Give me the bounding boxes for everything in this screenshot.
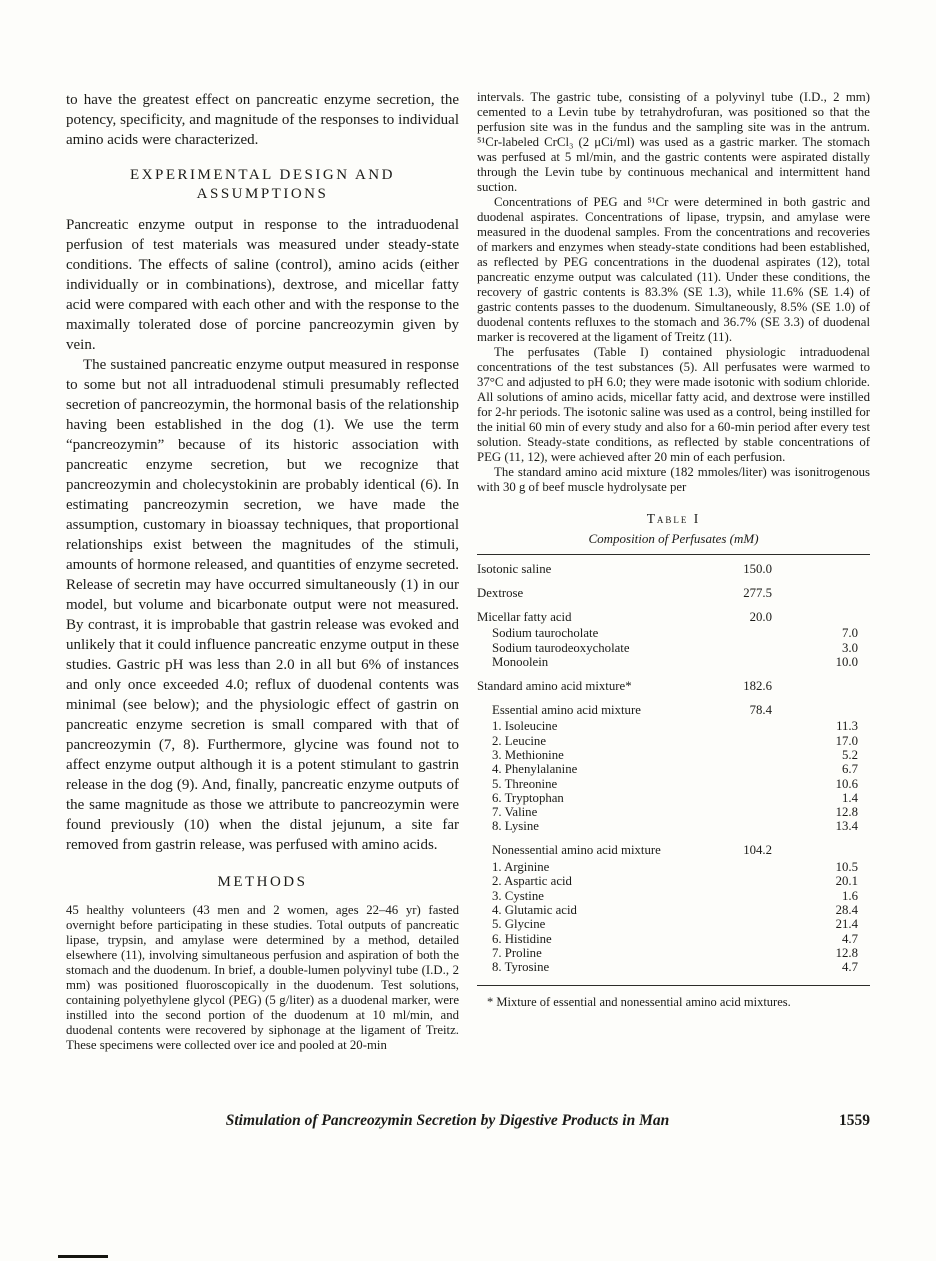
- table-row: [477, 720, 870, 734]
- row-total-concentration: 78.4: [749, 702, 772, 717]
- row-total-concentration: [700, 875, 772, 889]
- row-label: Sodium taurocholate: [492, 626, 599, 641]
- row-component-concentration: 12.8: [835, 945, 858, 960]
- row-component-concentration: 21.4: [835, 917, 858, 932]
- paragraph: The sustained pancreatic enzyme output measured in response to some but not all intraduodenal stimuli presumably reflected secretion of pancreozymin, the hormonal basis of the relationship having been established in the dog (1). We use the term “pancreozymin” because of its historic association with pancreatic enzyme secretion, but we recognize that pancreozymin and cholecystokinin are probably identical (6). In estimating pancreozymin secretion, we have made the assumption, customary in bioassay techniques, that proportional relationships exist between the magnitudes of the stimuli, amounts of hormone released, and quantities of enzyme secreted. Release of secretin may have occurred simultaneously (1) in our model, but volume and bicarbonate output were not measured. By contrast, it is improbable that gastrin release was evoked and unlikely that it could influence pancreatic enzyme output in these studies. Gastric pH was less than 2.0 in all but 6% of instances and only once exceeded 4.0; reflux of duodenal contents was minimal (see below); and the physiologic effect of gastrin on pancreatic enzyme secretion is small compared with that of pancreozymin (7, 8). Furthermore, glycine was found not to affect enzyme output although it is a potent stimulant to gastrin release in the dog (9). And, finally, pancreatic enzyme outputs of the same magnitude as those we attribute to pancreozymin were found previously (10) when the distal jejunum, a site far removed from gastrin release, was perfused with amino acids.: [66, 357, 459, 853]
- row-component-concentration: 1.4: [842, 790, 858, 805]
- row-label: 2. Leucine: [492, 733, 547, 748]
- row-component-concentration: 12.8: [835, 805, 858, 820]
- table-row: [477, 904, 870, 918]
- row-total-concentration: [700, 806, 772, 820]
- row-component-concentration: 13.4: [835, 819, 858, 834]
- running-footer: [66, 1112, 870, 1130]
- table-row: [477, 563, 870, 577]
- row-total-concentration: [700, 961, 772, 975]
- row-label: 7. Proline: [492, 945, 542, 960]
- row-total-concentration: [700, 947, 772, 961]
- table-row: [477, 656, 870, 670]
- row-label: Monoolein: [492, 654, 549, 669]
- row-total-concentration: 182.6: [743, 678, 772, 693]
- row-component-concentration: 28.4: [835, 902, 858, 917]
- table-row: [477, 735, 870, 749]
- row-component-concentration: 5.2: [842, 747, 858, 762]
- paragraph: The perfusates (Table I) contained physiologic intraduodenal concentrations of the test substances (5). All perfusates were warmed to 37°C and adjusted to pH 6.0; they were made isotonic with sodium chloride. All solutions of amino acids, micellar fatty acid, and dextrose were instilled for 2-hr periods. The isotonic saline was used as a control, being instilled for the initial 60 min of every study and also for a 60-min period after every test solution. Steady-state conditions, as reflected by stable concentrations of PEG (11, 12), were achieved after 20 min of each perfusion.: [477, 345, 870, 464]
- row-total-concentration: [700, 720, 772, 734]
- table-row: [477, 918, 870, 932]
- row-component-concentration: 3.0: [842, 640, 858, 655]
- table-row: [477, 861, 870, 875]
- row-component-concentration: 4.7: [842, 931, 858, 946]
- row-total-concentration: [700, 627, 772, 641]
- table-row: [477, 844, 870, 858]
- row-label: Nonessential amino acid mixture: [492, 843, 661, 858]
- table-row: [477, 627, 870, 641]
- row-label: 4. Glutamic acid: [492, 902, 577, 917]
- row-label: 6. Histidine: [492, 931, 552, 946]
- row-component-concentration: 10.0: [835, 654, 858, 669]
- row-component-concentration: [772, 844, 870, 858]
- table-row: [477, 961, 870, 975]
- row-component-concentration: [772, 704, 870, 718]
- row-total-concentration: [700, 642, 772, 656]
- table-row: [477, 792, 870, 806]
- row-total-concentration: [700, 890, 772, 904]
- row-total-concentration: [700, 933, 772, 947]
- footer-article-title: Stimulation of Pancreozymin Secretion by Digestive Products in Man: [225, 1112, 670, 1129]
- row-label: 8. Lysine: [492, 819, 539, 834]
- row-total-concentration: [700, 778, 772, 792]
- row-total-concentration: [700, 861, 772, 875]
- row-total-concentration: [700, 792, 772, 806]
- row-label: 8. Tyrosine: [492, 960, 550, 975]
- row-total-concentration: [700, 656, 772, 670]
- methods-paragraph: 45 healthy volunteers (43 men and 2 women, ages 22–46 yr) fasted overnight before participating in these studies. Total outputs of pancreatic lipase, trypsin, and amylase were determined by a method, detailed elsewhere (11), involving simultaneous perfusion and aspiration of both the stomach and the duodenum. In brief, a double-lumen polyvinyl tube (I.D., 2 mm) was positioned fluoroscopically in the duodenum. Test solutions, containing polyethylene glycol (PEG) (5 g/liter) as a duodenal marker, were instilled into the second portion of the duodenum at 10 ml/min, and duodenal contents were recovered by siphonage at the ligament of Treitz. These specimens were collected over ice and pooled at 20-min: [66, 903, 459, 1052]
- table-row: [477, 947, 870, 961]
- table-title: Table I: [646, 511, 701, 526]
- row-total-concentration: 20.0: [749, 609, 772, 624]
- row-component-concentration: 6.7: [842, 762, 858, 777]
- left-column: [66, 90, 459, 1053]
- section-heading-experimental-design: EXPERIMENTAL DESIGN AND ASSUMPTIONS: [130, 167, 395, 202]
- row-label: 6. Tryptophan: [492, 790, 564, 805]
- table-row: [477, 778, 870, 792]
- row-component-concentration: [772, 611, 870, 625]
- table-footnote: * Mixture of essential and nonessential amino acid mixtures.: [487, 994, 791, 1009]
- row-label: Essential amino acid mixture: [492, 702, 641, 717]
- table-row: [477, 763, 870, 777]
- table-row: [477, 875, 870, 889]
- table-row: [477, 806, 870, 820]
- row-label: Micellar fatty acid: [477, 609, 572, 624]
- row-component-concentration: 7.0: [842, 626, 858, 641]
- section-heading-methods: METHODS: [217, 874, 308, 890]
- table-body: [477, 554, 870, 986]
- row-component-concentration: 10.6: [835, 776, 858, 791]
- continued-paragraph: to have the greatest effect on pancreatic enzyme secretion, the potency, specificity, and magnitude of the responses to individual amino acids were characterized.: [66, 92, 459, 148]
- row-label: 7. Valine: [492, 805, 538, 820]
- row-total-concentration: [700, 820, 772, 834]
- paragraph: Pancreatic enzyme output in response to the intraduodenal perfusion of test materials was measured under steady-state conditions. The effects of saline (control), amino acids (either individually or in combinations), dextrose, and micellar fatty acid were compared with each other and with the response to the maximally tolerated dose of porcine pancreozymin given by vein.: [66, 217, 459, 353]
- table-row: [477, 611, 870, 625]
- row-label: 1. Arginine: [492, 860, 550, 875]
- row-component-concentration: 11.3: [836, 719, 858, 734]
- row-label: 4. Phenylalanine: [492, 762, 578, 777]
- table-row: [477, 704, 870, 718]
- row-component-concentration: 17.0: [835, 733, 858, 748]
- row-total-concentration: [700, 763, 772, 777]
- table-subtitle: Composition of Perfusates (mM): [588, 531, 759, 546]
- row-total-concentration: 150.0: [743, 562, 772, 576]
- row-component-concentration: 20.1: [835, 874, 858, 889]
- row-label: 3. Cystine: [492, 888, 544, 903]
- row-component-concentration: [772, 680, 870, 694]
- row-label: 1. Isoleucine: [492, 719, 558, 734]
- row-component-concentration: 10.5: [835, 860, 858, 875]
- row-label: 2. Aspartic acid: [492, 874, 572, 889]
- row-total-concentration: 277.5: [743, 585, 772, 600]
- row-label: 3. Methionine: [492, 747, 564, 762]
- table-row: [477, 642, 870, 656]
- page-number: 1559: [839, 1112, 870, 1129]
- row-label: 5. Glycine: [492, 917, 546, 932]
- paragraph: intervals. The gastric tube, consisting of a polyvinyl tube (I.D., 2 mm) cemented to a Levin tube by tetrahydrofuran, was positioned so that the perfusion site was in the fundus and the sampling site was in the antrum. ⁵¹Cr-labeled CrCl₃ (2 μCi/ml) was used as a gastric marker. The stomach was perfused at 5 ml/min, and the gastric contents were aspirated distally through the Levin tube by continuous mechanical and intermittent hand suction.: [477, 90, 870, 194]
- row-label: Isotonic saline: [477, 562, 552, 576]
- row-component-concentration: 4.7: [842, 960, 858, 975]
- row-label: 5. Threonine: [492, 776, 558, 791]
- table-row: [477, 890, 870, 904]
- row-label: Dextrose: [477, 585, 524, 600]
- row-total-concentration: [700, 904, 772, 918]
- row-total-concentration: [700, 735, 772, 749]
- table-row: [477, 587, 870, 601]
- row-label: Sodium taurodeoxycholate: [492, 640, 630, 655]
- scan-artifact: [58, 1255, 108, 1258]
- row-label: Standard amino acid mixture*: [477, 678, 632, 693]
- table-1: [477, 511, 870, 1010]
- row-total-concentration: [700, 749, 772, 763]
- table-row: [477, 680, 870, 694]
- right-column: [477, 90, 870, 1053]
- row-component-concentration: 1.6: [842, 888, 858, 903]
- paragraph: The standard amino acid mixture (182 mmoles/liter) was isonitrogenous with 30 g of beef muscle hydrolysate per: [477, 465, 870, 494]
- table-row: [477, 749, 870, 763]
- table-row: [477, 933, 870, 947]
- row-component-concentration: [772, 563, 870, 577]
- row-component-concentration: [772, 587, 870, 601]
- row-total-concentration: [700, 918, 772, 932]
- row-total-concentration: 104.2: [743, 843, 772, 858]
- paragraph: Concentrations of PEG and ⁵¹Cr were determined in both gastric and duodenal aspirates. Concentrations of lipase, trypsin, and amylase were measured in the duodenal samples. From the concentrations and recoveries of markers and enzymes when steady-state conditions had been established, as reflected by PEG concentrations in the duodenal aspirates (12), total pancreatic enzyme output was calculated (11). Under these conditions, the recovery of gastric contents is 83.3% (SE 1.3), while 11.6% (SE 1.4) of gastric contents passes to the duodenum. Simultaneously, 8.5% (SE 1.0) of duodenal contents refluxes to the stomach and 36.7% (SE 3.3) of duodenal marker is recovered at the ligament of Treitz (11).: [477, 195, 870, 344]
- table-row: [477, 820, 870, 834]
